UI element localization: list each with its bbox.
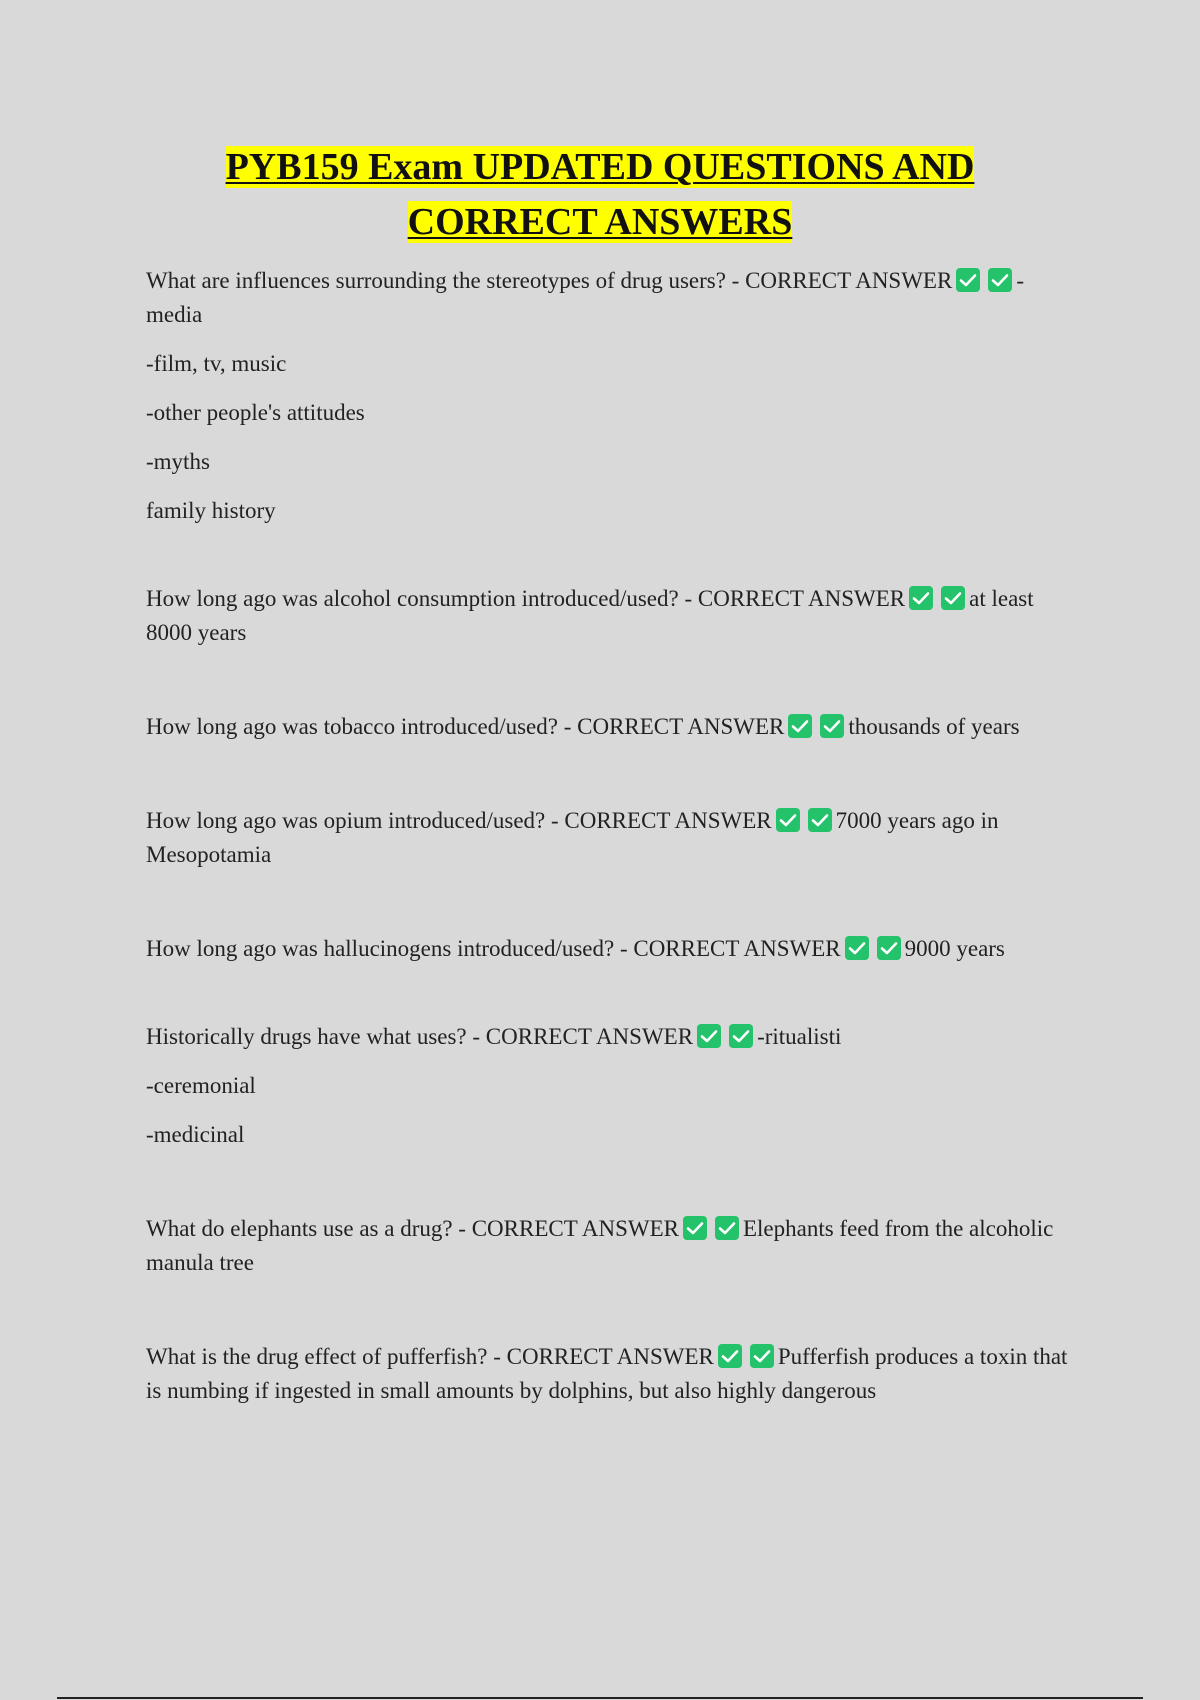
check-mark-icon <box>697 1024 721 1048</box>
check-mark-icon <box>750 1344 774 1368</box>
check-mark-icon <box>788 714 812 738</box>
check-mark-icon <box>718 1344 742 1368</box>
qa-item <box>146 1340 1076 1408</box>
answer-text: Pufferfish produces a toxin that is numbing if ingested in small amounts by dolphins, but also highly dangerous <box>146 1344 1068 1403</box>
question-text: How long ago was opium introduced/used? - CORRECT ANSWER <box>146 808 772 833</box>
page-divider <box>57 1697 1143 1699</box>
qa-text <box>146 710 1076 744</box>
qa-item <box>146 710 1076 744</box>
check-mark-icon <box>715 1216 739 1240</box>
question-text: How long ago was hallucinogens introduced/used? - CORRECT ANSWER <box>146 936 841 961</box>
qa-text <box>146 1020 1076 1054</box>
question-text: How long ago was alcohol consumption introduced/used? - CORRECT ANSWER <box>146 586 906 611</box>
qa-list <box>146 264 1076 1408</box>
qa-item <box>146 582 1076 650</box>
answer-line: -ceremonial <box>146 1073 256 1098</box>
question-text: How long ago was tobacco introduced/used? - CORRECT ANSWER <box>146 714 785 739</box>
qa-text <box>146 932 1076 966</box>
answer-line: -film, tv, music <box>146 351 287 376</box>
qa-text <box>146 264 1076 332</box>
qa-text <box>146 1212 1076 1280</box>
document-title <box>0 140 1200 250</box>
check-mark-icon <box>877 936 901 960</box>
answer-line: -medicinal <box>146 1122 245 1147</box>
check-mark-icon <box>808 808 832 832</box>
answer-text: thousands of years <box>848 714 1020 739</box>
check-mark-icon <box>683 1216 707 1240</box>
qa-item <box>146 804 1076 872</box>
question-text: What do elephants use as a drug? - CORRECT ANSWER <box>146 1216 679 1241</box>
qa-item <box>146 1212 1076 1280</box>
title-line-1: PYB159 Exam UPDATED QUESTIONS AND <box>225 146 975 188</box>
answer-text: at least 8000 years <box>146 586 1034 645</box>
check-mark-icon <box>729 1024 753 1048</box>
answer-line: family history <box>146 498 276 523</box>
answer-line: -other people's attitudes <box>146 400 365 425</box>
check-mark-icon <box>820 714 844 738</box>
answer-text: 7000 years ago in Mesopotamia <box>146 808 999 867</box>
qa-item <box>146 264 1076 528</box>
qa-text <box>146 1340 1076 1408</box>
answer-text: 9000 years <box>904 936 1005 961</box>
check-mark-icon <box>776 808 800 832</box>
answer-text: -ritualisti <box>757 1024 842 1049</box>
answer-text: -media <box>146 268 1024 327</box>
question-text: Historically drugs have what uses? - CORRECT ANSWER <box>146 1024 694 1049</box>
qa-item <box>146 1020 1076 1152</box>
check-mark-icon <box>956 268 980 292</box>
qa-text <box>146 582 1076 650</box>
answer-line: -myths <box>146 449 210 474</box>
qa-text <box>146 804 1076 872</box>
check-mark-icon <box>845 936 869 960</box>
check-mark-icon <box>941 586 965 610</box>
question-text: What are influences surrounding the stereotypes of drug users? - CORRECT ANSWER <box>146 268 953 293</box>
check-mark-icon <box>988 268 1012 292</box>
question-text: What is the drug effect of pufferfish? - CORRECT ANSWER <box>146 1344 714 1369</box>
qa-item <box>146 932 1076 966</box>
check-mark-icon <box>909 586 933 610</box>
answer-text: Elephants feed from the alcoholic manula tree <box>146 1216 1054 1275</box>
title-line-2: CORRECT ANSWERS <box>407 201 793 243</box>
